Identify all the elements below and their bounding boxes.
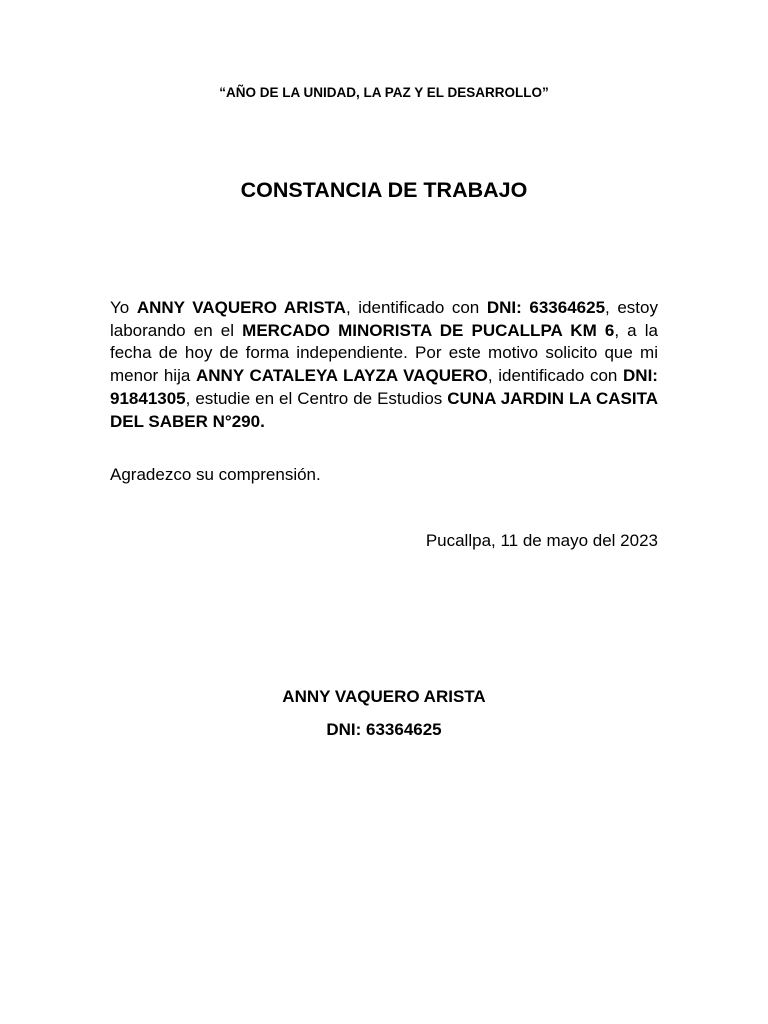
- paragraph-segment: , identificado con: [487, 366, 624, 386]
- thanks-line: Agradezco su comprensión.: [110, 465, 321, 484]
- employee-dni: DNI: 63364625: [486, 298, 606, 317]
- year-motto: “AÑO DE LA UNIDAD, LA PAZ Y EL DESARROLLO”: [219, 85, 549, 100]
- daughter-dni: DNI: 91841305: [110, 366, 658, 408]
- paragraph-segment: , estoy laborando en el: [110, 298, 658, 340]
- employee-name: ANNY VAQUERO ARISTA: [136, 298, 346, 317]
- document-title: CONSTANCIA DE TRABAJO: [240, 178, 528, 202]
- signature-name: ANNY VAQUERO ARISTA: [282, 687, 486, 706]
- date-line: Pucallpa, 11 de mayo del 2023: [425, 531, 658, 550]
- daughter-name: ANNY CATALEYA LAYZA VAQUERO: [196, 366, 488, 386]
- paragraph-segment: Yo: [110, 298, 137, 317]
- paragraph-segment: , identificado con: [345, 298, 487, 317]
- paragraph-segment: , estudie en el Centro de Estudios: [185, 388, 448, 408]
- body-paragraph: [110, 297, 658, 433]
- school-name: CUNA JARDIN LA CASITA DEL SABER N°290.: [110, 388, 658, 431]
- paragraph-segment: , a la fecha de hoy de forma independiente. Por este motivo solicito que mi menor hija: [110, 320, 659, 386]
- workplace-name: MERCADO MINORISTA DE PUCALLPA KM 6: [242, 320, 615, 340]
- signature-dni: DNI: 63364625: [326, 720, 442, 739]
